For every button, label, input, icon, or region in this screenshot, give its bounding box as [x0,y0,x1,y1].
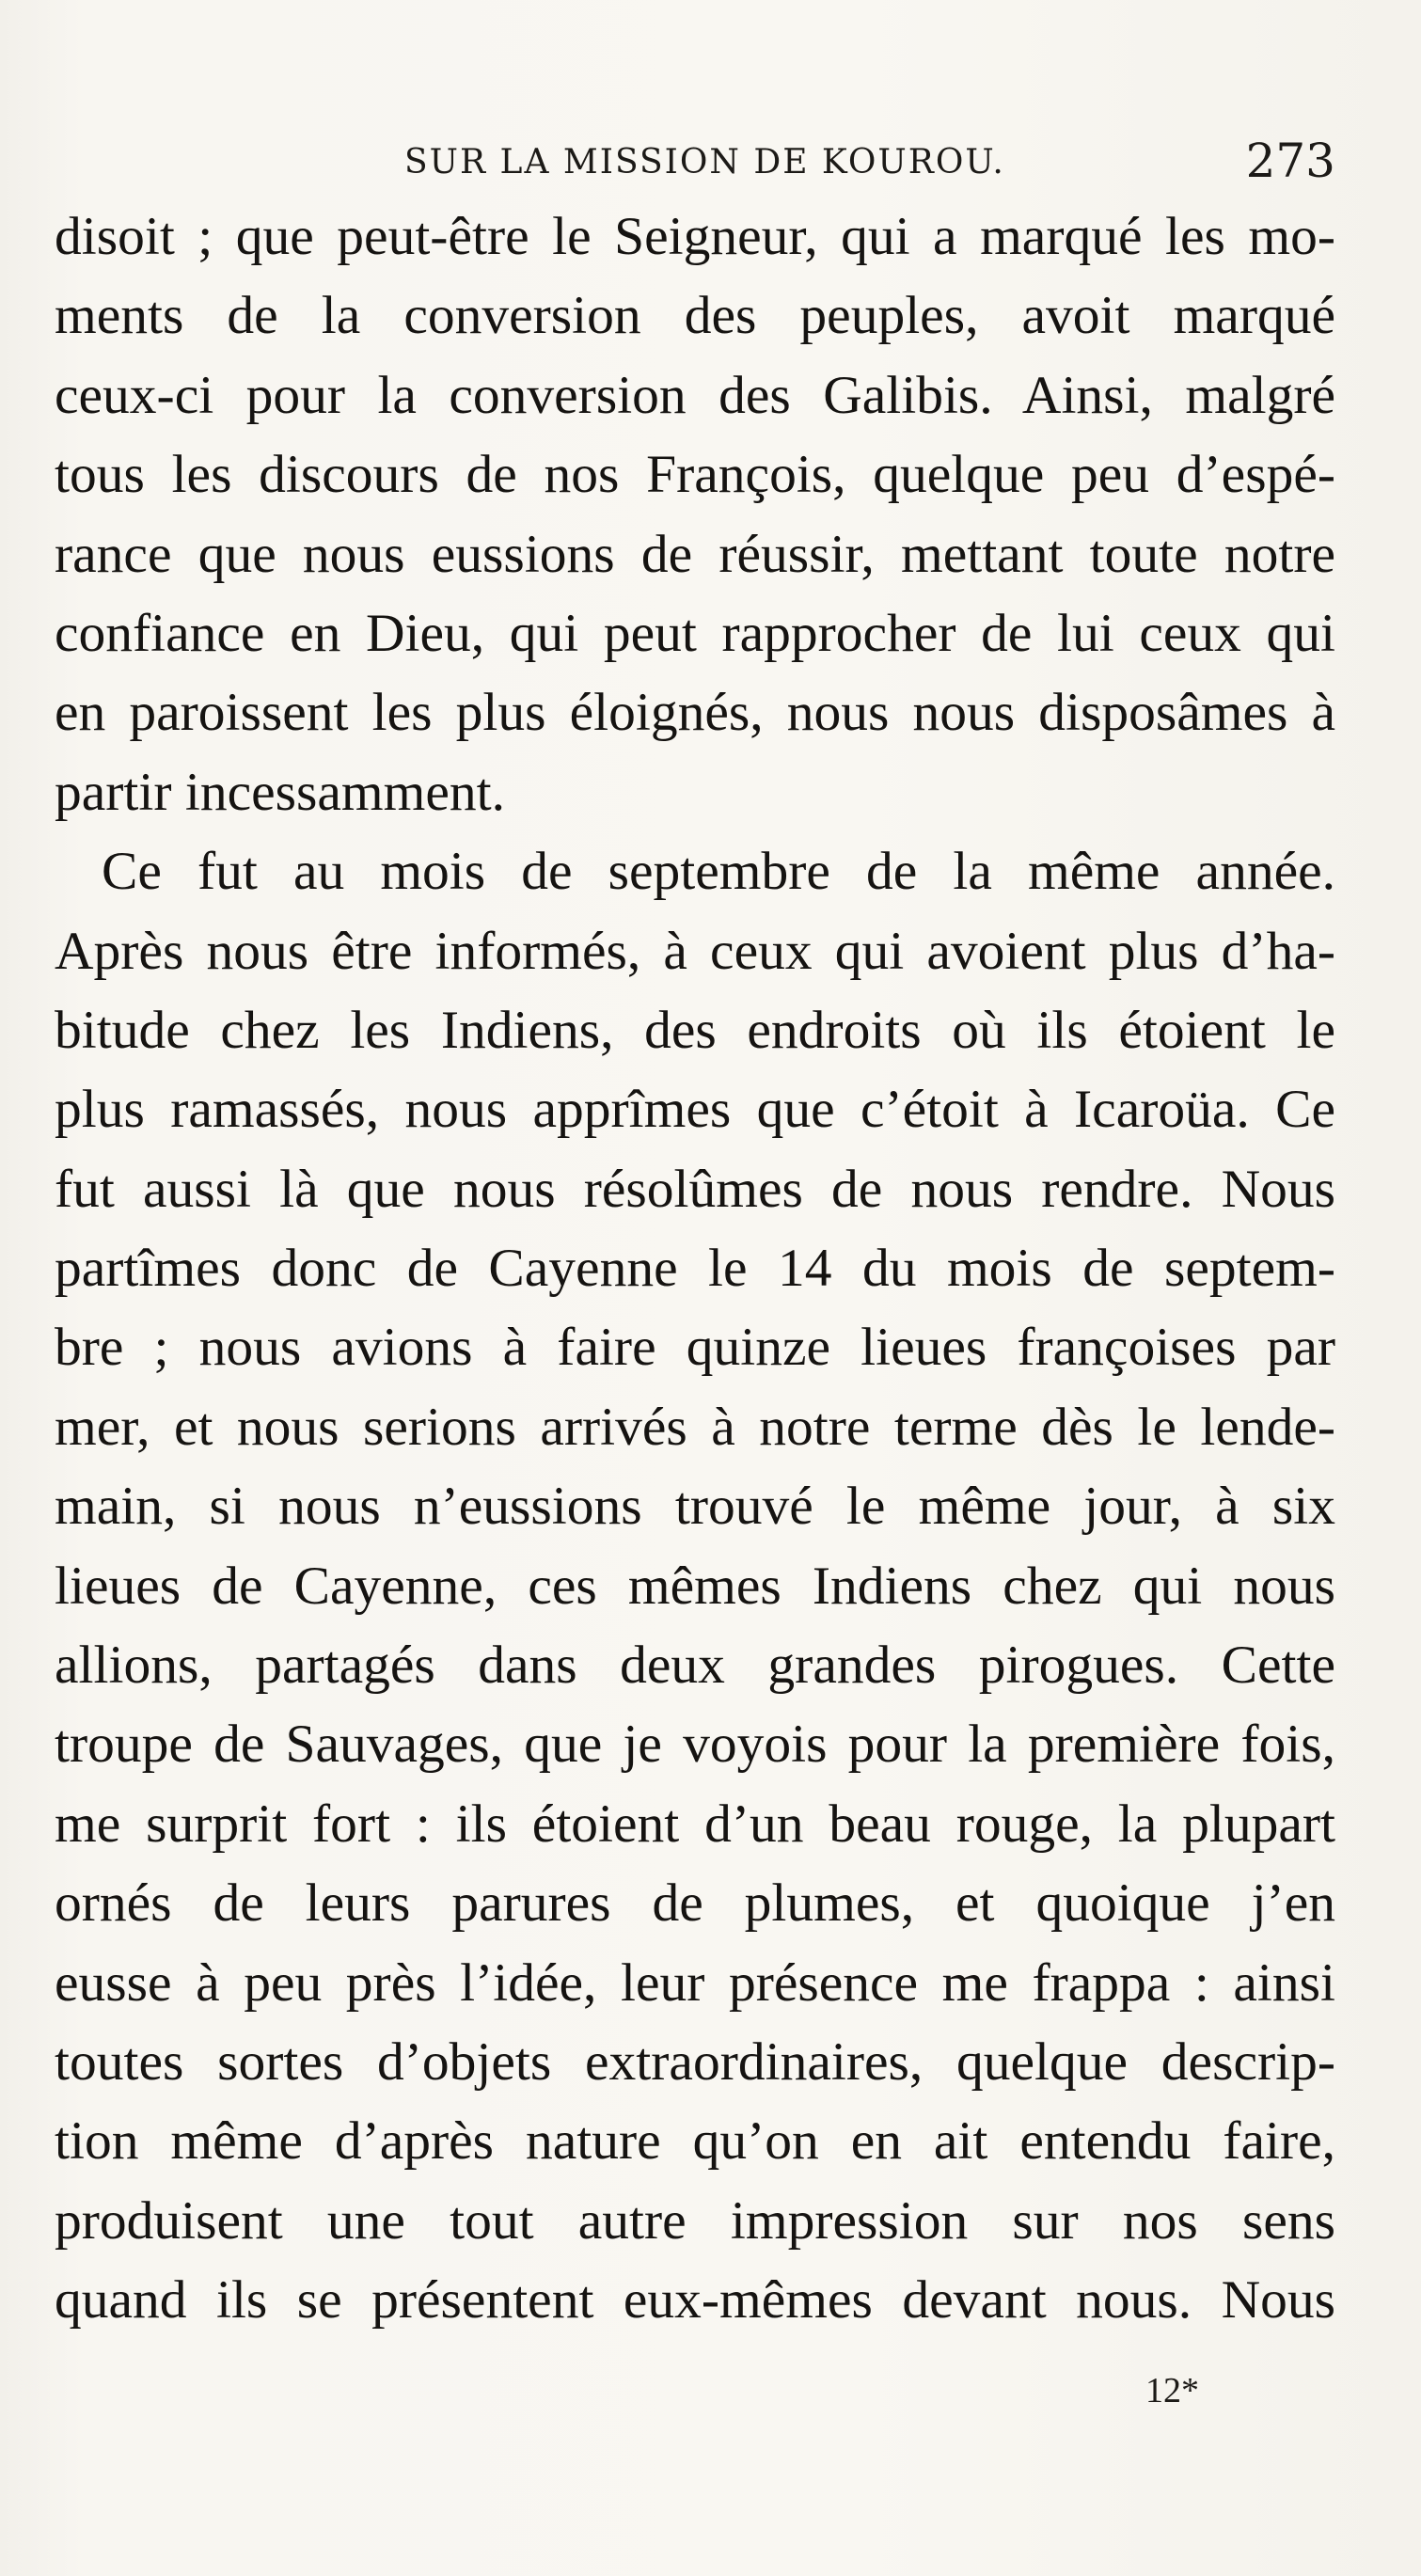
text-line: bre ; nous avions à faire quinze lieues françoises par [55,1318,1335,1378]
text-line: eusse à peu près l’idée, leur présence me frappa : ainsi [55,1952,1335,2013]
paragraph-first-line: Ce fut au mois de septembre de la même année. [102,842,1335,902]
text-line: bitude chez les Indiens, des endroits où ils étoient le [55,1000,1335,1060]
text-line: rance que nous eussions de réussir, mettant toute notre [55,524,1335,584]
text-line: toutes sortes d’objets extraordinaires, quelque descrip- [55,2031,1335,2092]
page-number: 273 [1245,134,1335,188]
text-line: ornés de leurs parures de plumes, et quoique j’en [55,1873,1335,1934]
text-line: tion même d’après nature qu’on en ait entendu faire, [55,2111,1335,2172]
text-line: fut aussi là que nous résolûmes de nous rendre. Nous [55,1159,1335,1219]
text-line: plus ramassés, nous apprîmes que c’étoit à Icaroüa. Ce [55,1080,1335,1140]
text-line: partir incessamment. [55,762,506,822]
body-text [55,198,1335,2341]
signature-mark: 12* [1145,2371,1199,2410]
running-title: SUR LA MISSION DE KOUROU. [404,143,1005,182]
text-line: partîmes donc de Cayenne le 14 du mois de septem- [55,1239,1335,1299]
page-header [56,132,1335,198]
text-line: lieues de Cayenne, ces mêmes Indiens chez qui nous [55,1556,1335,1616]
text-line: ceux-ci pour la conversion des Galibis. Ainsi, malgré [55,365,1335,425]
text-line: ments de la conversion des peuples, avoit marqué [55,286,1335,346]
text-line: produisent une tout autre impression sur nos sens [55,2190,1335,2251]
text-line: me surprit fort : ils étoient d’un beau rouge, la plupart [55,1794,1335,1854]
text-line: en paroissent les plus éloignés, nous nous disposâmes à [55,683,1335,743]
text-line: Après nous être informés, à ceux qui avoient plus d’ha- [55,921,1335,981]
text-line: quand ils se présentent eux-mêmes devant nous. Nous [55,2270,1335,2331]
text-line: allions, partagés dans deux grandes pirogues. Cette [55,1636,1335,1696]
text-line: main, si nous n’eussions trouvé le même jour, à six [55,1477,1335,1537]
text-line: disoit ; que peut-être le Seigneur, qui a marqué les mo- [55,207,1335,266]
text-line: confiance en Dieu, qui peut rapprocher de lui ceux qui [55,603,1335,663]
text-line: tous les discours de nos François, quelque peu d’espé- [55,445,1335,505]
text-line: mer, et nous serions arrivés à notre terme dès le lende- [55,1397,1335,1457]
text-line: troupe de Sauvages, que je voyois pour la première fois, [55,1715,1335,1775]
